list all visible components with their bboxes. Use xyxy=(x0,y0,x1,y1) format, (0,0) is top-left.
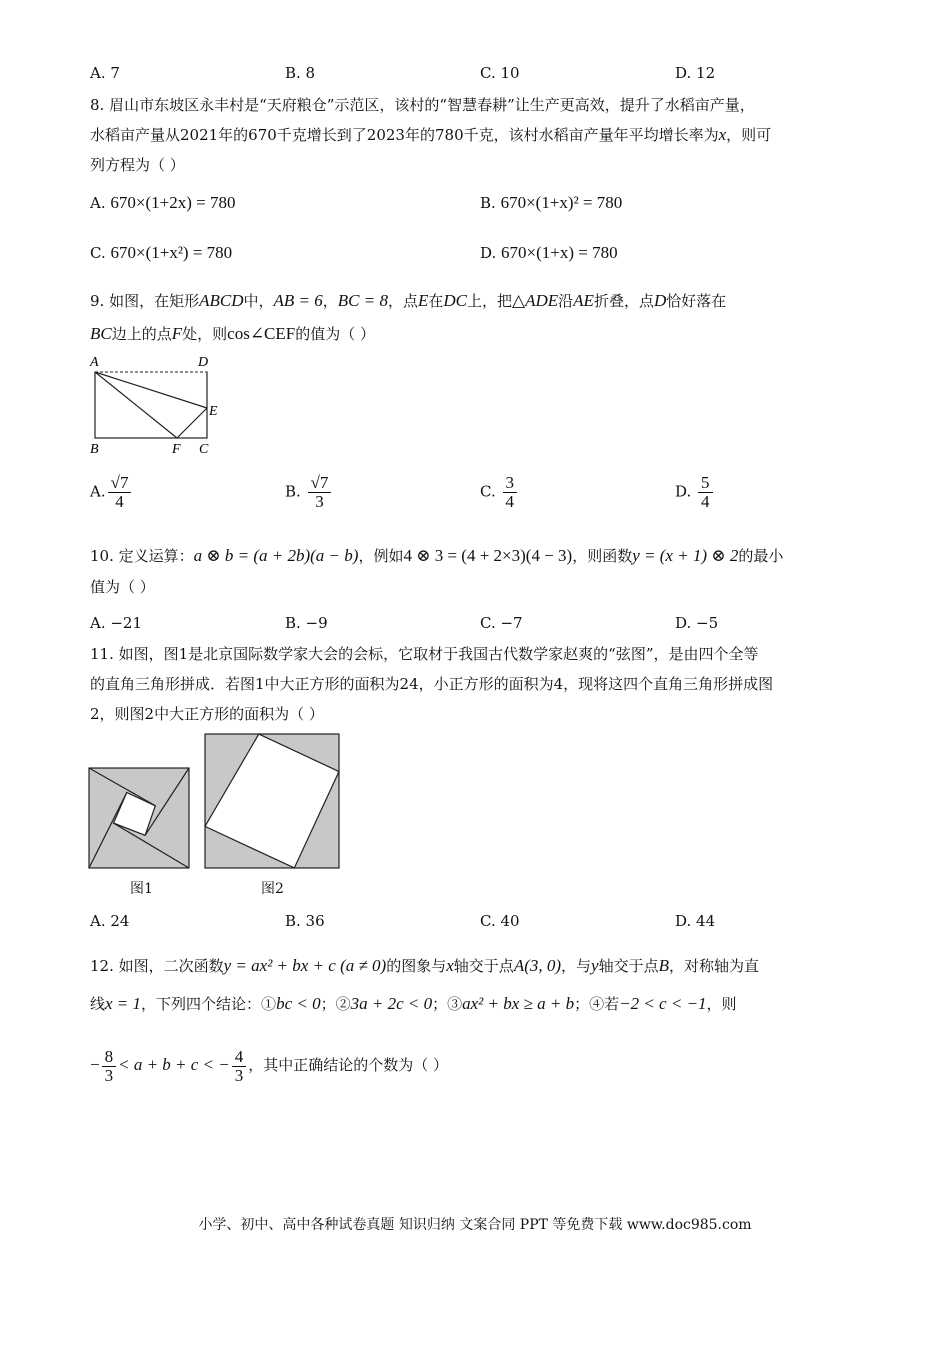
q11-option-b: B. 36 xyxy=(285,912,325,930)
q8-stem-line2: 水稻亩产量从2021年的670千克增长到了2023年的780千克，该村水稻亩产量年平均增长率为x，则可 xyxy=(90,125,772,144)
segment-fe xyxy=(177,408,207,438)
q9-option-d: D. $\frac{5}{4}$ xyxy=(675,474,715,511)
q9-option-a: A. $\frac{√7}{4}$ xyxy=(90,474,133,511)
q11-stem-line1: 11. 如图，图1是北京国际数学家大会的会标，它取材于我国古代数学家赵爽的“弦图”，是由四个全等 xyxy=(90,645,759,663)
q9-rectangle-figure xyxy=(85,352,225,462)
q11-option-c: C. 40 xyxy=(480,912,520,930)
rect-abcd xyxy=(95,372,207,438)
q11-stem-line3: 2，则图2中大正方形的面积为（ ） xyxy=(90,705,324,723)
q10-stem-line1: 10. 定义运算：a ⊗ b = (a + 2b)(a − b)，例如4 ⊗ 3 = (4 + 2×3)(4 − 3)，则函数y = (x + 1) ⊗ 2的最小 xyxy=(90,546,784,565)
q11-figure-2 xyxy=(204,733,340,869)
segment-ae xyxy=(95,372,207,408)
q8-option-b: B. 670×(1+x)² = 780 xyxy=(480,193,623,212)
label-b: B xyxy=(90,442,99,457)
label-a: A xyxy=(90,355,99,370)
q8-option-d: D. 670×(1+x) = 780 xyxy=(480,243,618,262)
label-e: E xyxy=(209,404,218,419)
q8-stem-line3: 列方程为（ ） xyxy=(90,156,185,174)
q7-option-a: A. 7 xyxy=(90,64,120,82)
q10-stem-line2: 值为（ ） xyxy=(90,578,155,596)
q10-option-c: C. −7 xyxy=(480,614,523,632)
q7-option-d: D. 12 xyxy=(675,64,716,82)
fig1-caption: 图1 xyxy=(130,881,153,897)
label-f: F xyxy=(172,442,181,457)
q11-figure-1 xyxy=(88,767,190,869)
q7-option-b: B. 8 xyxy=(285,64,316,82)
q10-option-d: D. −5 xyxy=(675,614,719,632)
q9-stem-line2: BC边上的点F处，则cos∠CEF的值为（ ） xyxy=(90,324,376,343)
q8-stem-line1: 8. 眉山市东坡区永丰村是“天府粮仓”示范区，该村的“智慧春耕”让生产更高效，提升了水稻亩产量， xyxy=(90,96,755,114)
label-d: D xyxy=(198,355,209,370)
q12-stem-line3: − $\frac{8}{3}$ < a + b + c < − $\frac{4}{3}$ ，其中正确结论的个数为（ ） xyxy=(90,1046,449,1085)
label-c: C xyxy=(199,442,209,457)
q12-stem-line2: 线x = 1，下列四个结论：①bc < 0；②3a + 2c < 0；③ax² + bx ≥ a + b；④若−2 < c < −1，则 xyxy=(90,994,737,1013)
q9-option-c: C. $\frac{3}{4}$ xyxy=(480,474,519,511)
q8-option-c: C. 670×(1+x²) = 780 xyxy=(90,243,233,262)
page-footer: 小学、初中、高中各种试卷真题 知识归纳 文案合同 PPT 等免费下载 www.doc985.com xyxy=(198,1217,752,1233)
q7-option-c: C. 10 xyxy=(480,64,520,82)
q11-option-d: D. 44 xyxy=(675,912,716,930)
q11-option-a: A. 24 xyxy=(90,912,130,930)
q10-option-b: B. −9 xyxy=(285,614,328,632)
q12-stem-line1: 12. 如图，二次函数y = ax² + bx + c (a ≠ 0)的图象与x轴交于点A(3, 0)，与y轴交于点B，对称轴为直 xyxy=(90,956,760,975)
fig2-caption: 图2 xyxy=(261,881,284,897)
segment-af xyxy=(95,372,177,438)
q8-option-a: A. 670×(1+2x) = 780 xyxy=(90,193,236,212)
q10-option-a: A. −21 xyxy=(90,614,143,632)
q11-stem-line2: 的直角三角形拼成．若图1中大正方形的面积为24，小正方形的面积为4，现将这四个直角三角形拼成图 xyxy=(90,675,774,693)
q9-stem-line1: 9. 如图，在矩形ABCD中，AB = 6，BC = 8，点E在DC上，把△ADE沿AE折叠，点D恰好落在 xyxy=(90,291,727,310)
q9-option-b: B. $\frac{√7}{3}$ xyxy=(285,474,333,511)
